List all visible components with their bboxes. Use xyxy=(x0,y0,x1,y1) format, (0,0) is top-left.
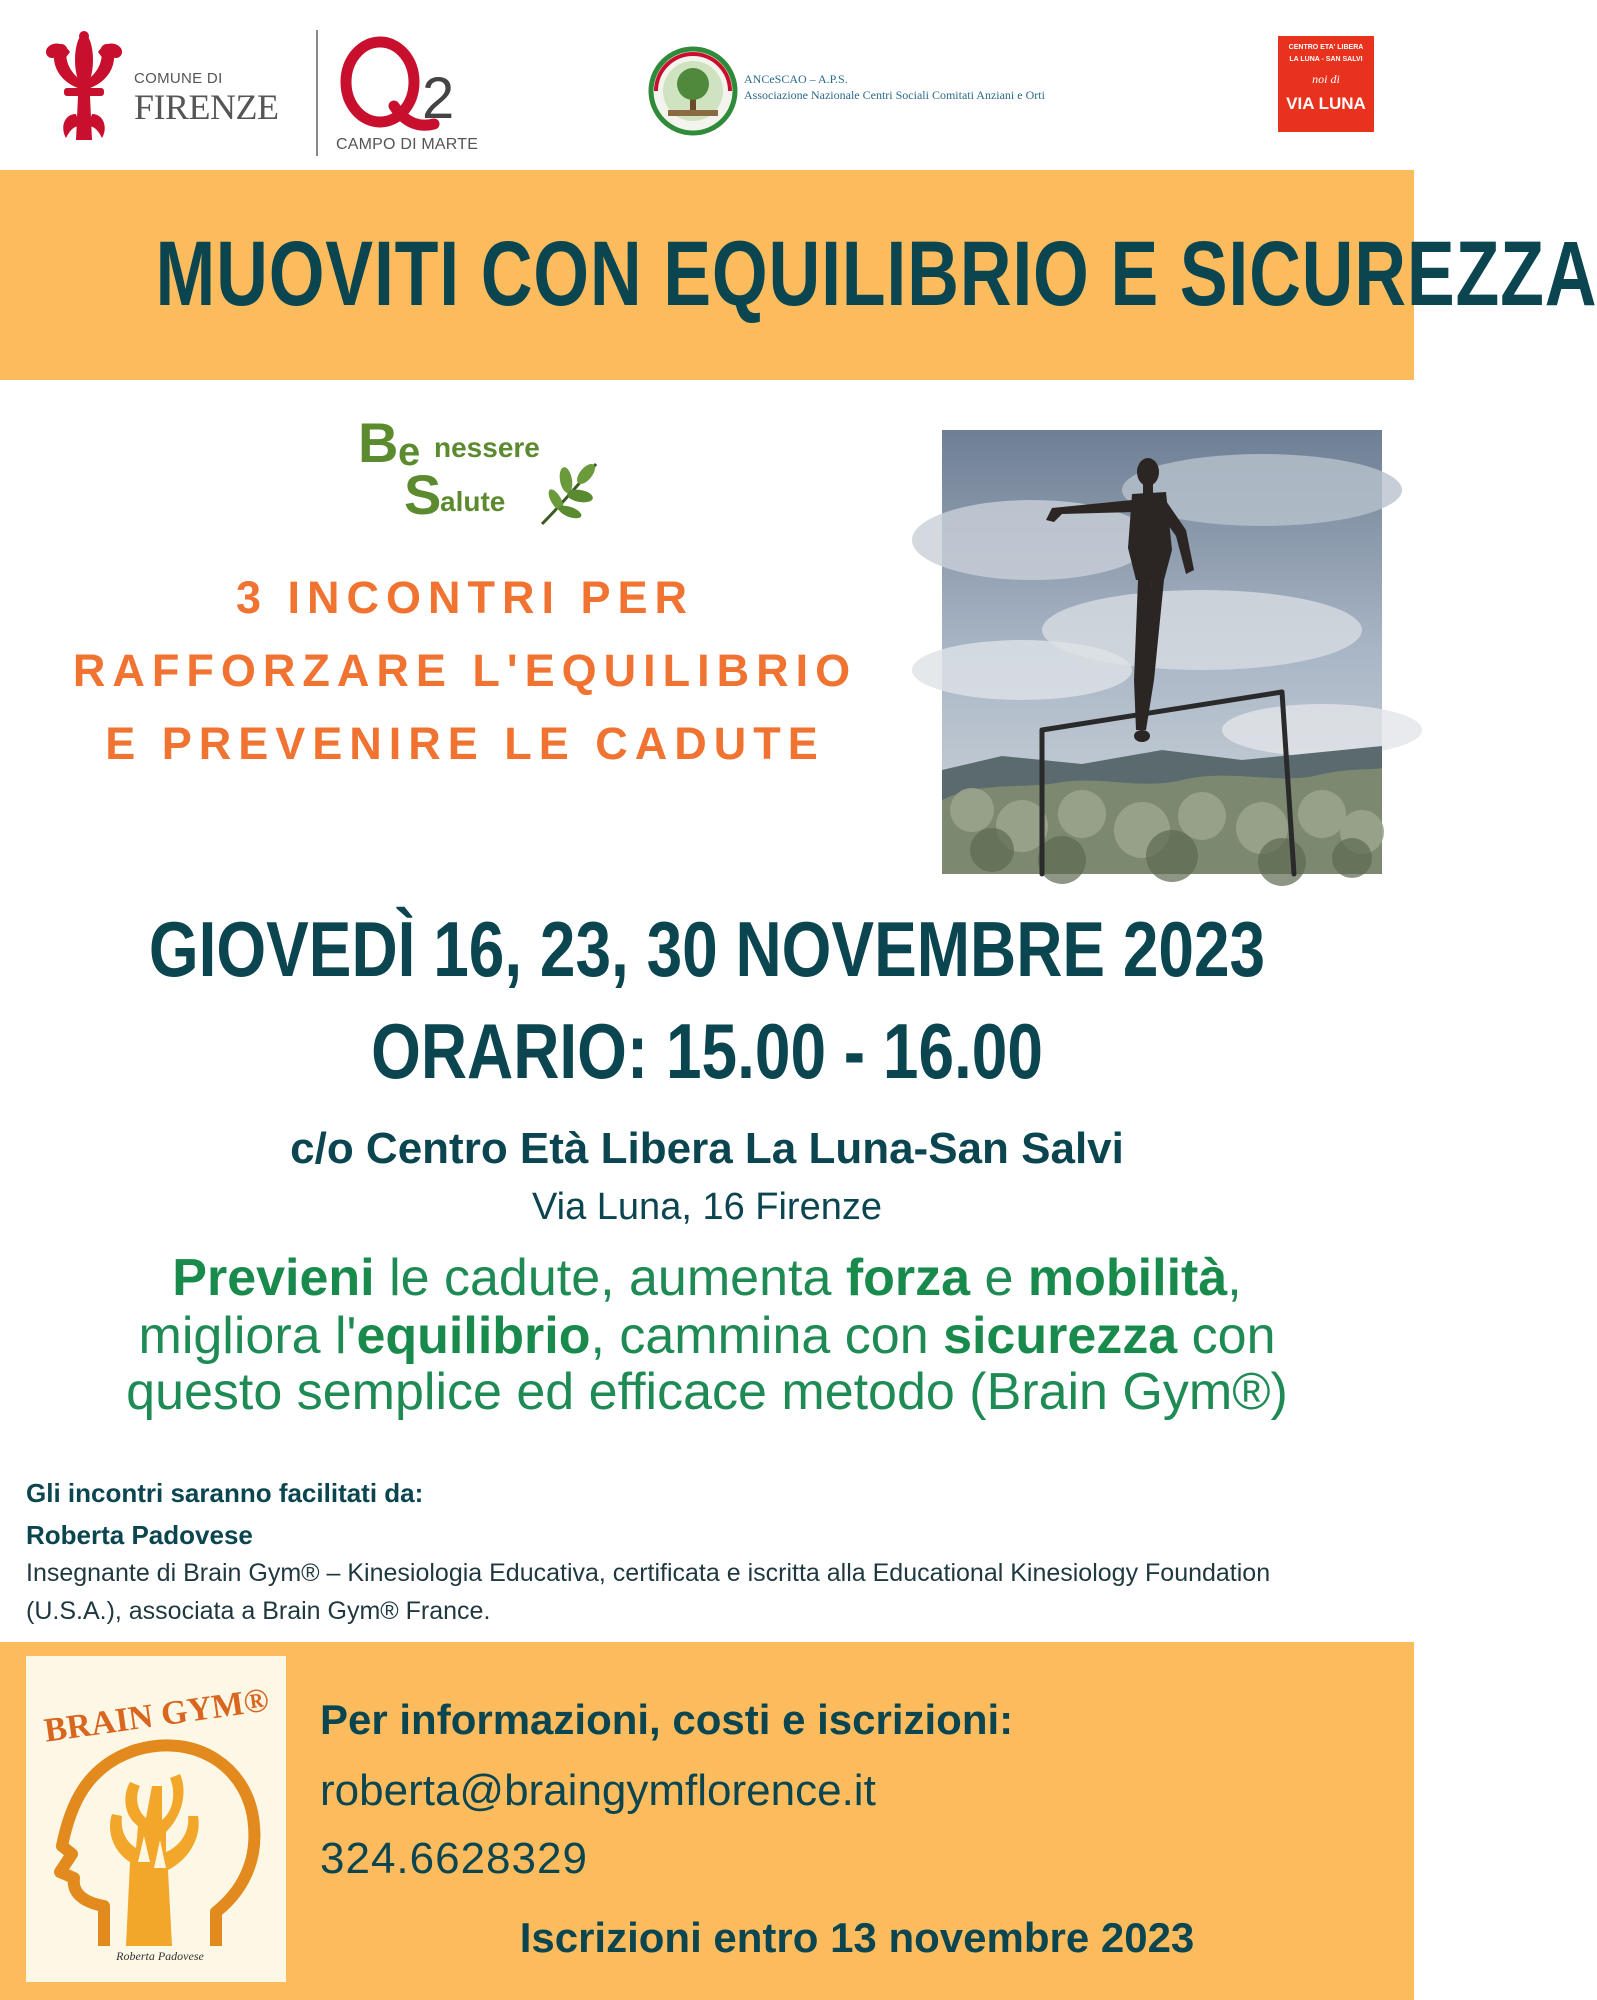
benessere-e: e xyxy=(398,430,421,474)
q2-number: 2 xyxy=(422,66,455,131)
subtitle-line-3: E PREVENIRE LE CADUTE xyxy=(105,718,825,769)
ancescao-name: ANCeSCAO – A.P.S. xyxy=(744,72,848,86)
contact-phone[interactable]: 324.6628329 xyxy=(320,1834,588,1883)
leaf-branch-icon xyxy=(536,458,604,528)
benessere-rest: nessere xyxy=(434,432,540,463)
salute-s: S xyxy=(404,463,442,526)
via-luna-line1: CENTRO ETA' LIBERA xyxy=(1288,44,1364,51)
facilitator-intro: Gli incontri saranno facilitati da: xyxy=(26,1478,424,1508)
pitch-text: migliora l' xyxy=(138,1307,357,1365)
pitch-bold-previeni: Previeni xyxy=(172,1249,375,1307)
subtitle-line-1: 3 INCONTRI PER xyxy=(235,572,695,623)
venue-address: Via Luna, 16 Firenze xyxy=(532,1186,882,1228)
balancing-statue-photo xyxy=(942,430,1382,874)
title-band xyxy=(0,170,1597,380)
ancescao-tree-icon xyxy=(648,46,738,136)
comune-firenze-logo xyxy=(34,30,304,150)
via-luna-line3: noi di xyxy=(1312,72,1340,86)
ancescao-full-name: Associazione Nazionale Centri Sociali Comitati Anziani e Orti xyxy=(744,88,1045,102)
venue-name: c/o Centro Età Libera La Luna-San Salvi xyxy=(290,1124,1124,1173)
q2-logo-mark xyxy=(330,34,470,134)
benessere-salute-logo xyxy=(358,410,608,530)
florence-lily-icon xyxy=(34,30,134,150)
logo-divider xyxy=(316,30,318,156)
brain-gym-signature: Roberta Padovese xyxy=(116,1949,204,1963)
brain-gym-head-icon xyxy=(26,1656,286,1982)
q2-campo-di-marte-logo xyxy=(330,34,480,158)
registration-deadline: Iscrizioni entro 13 novembre 2023 xyxy=(519,1914,1195,1961)
pitch-text: , cammina con xyxy=(590,1307,944,1365)
facilitator-bio: Insegnante di Brain Gym® – Kinesiologia Educativa, certificata e iscritta alla Educational Kinesiology Foundation (U.S.A.), associata a Brain Gym® France. xyxy=(26,1559,1271,1625)
campo-di-marte-label: CAMPO DI MARTE xyxy=(336,136,479,153)
benessere-b: B xyxy=(358,411,399,474)
pitch-bold-sicurezza: sicurezza xyxy=(943,1307,1178,1365)
pitch-text: le cadute, aumenta xyxy=(374,1249,846,1307)
pitch-line-1 xyxy=(0,1248,1414,1308)
pitch-line-3: questo semplice ed efficace metodo (Brain Gym®) xyxy=(126,1363,1288,1421)
pitch-bold-mobilita: mobilità xyxy=(1027,1249,1228,1307)
ancescao-logo xyxy=(648,46,1108,138)
header-logos xyxy=(0,0,1414,170)
pitch-text: , xyxy=(1227,1249,1242,1307)
statue-photo-illustration xyxy=(942,430,1382,874)
pitch-text: e xyxy=(970,1249,1028,1307)
subtitle-line-2: RAFFORZARE L'EQUILIBRIO xyxy=(72,645,858,696)
via-luna-line2: LA LUNA - SAN SALVI xyxy=(1289,56,1363,63)
pitch-bold-equilibrio: equilibrio xyxy=(356,1307,591,1365)
pitch-bold-forza: forza xyxy=(845,1249,971,1307)
comune-di-label: COMUNE DI xyxy=(134,70,223,87)
event-dates: GIOVEDÌ 16, 23, 30 NOVEMBRE 2023 xyxy=(148,905,1266,993)
facilitator-name: Roberta Padovese xyxy=(26,1520,253,1550)
poster-title: MUOVITI CON EQUILIBRIO E SICUREZZA xyxy=(155,223,1597,325)
brain-gym-logo xyxy=(26,1656,286,1982)
via-luna-logo xyxy=(1278,36,1374,132)
pitch-line-2 xyxy=(0,1306,1414,1366)
brain-gym-logo-title: BRAIN GYM® xyxy=(41,1681,272,1750)
salute-rest: alute xyxy=(440,486,506,517)
via-luna-line4: VIA LUNA xyxy=(1286,94,1366,113)
info-title: Per informazioni, costi e iscrizioni: xyxy=(320,1696,1014,1743)
event-time: ORARIO: 15.00 - 16.00 xyxy=(371,1007,1043,1095)
contact-email[interactable]: roberta@braingymflorence.it xyxy=(320,1766,876,1815)
firenze-label: FIRENZE xyxy=(134,87,279,127)
pitch-text: con xyxy=(1177,1307,1276,1365)
